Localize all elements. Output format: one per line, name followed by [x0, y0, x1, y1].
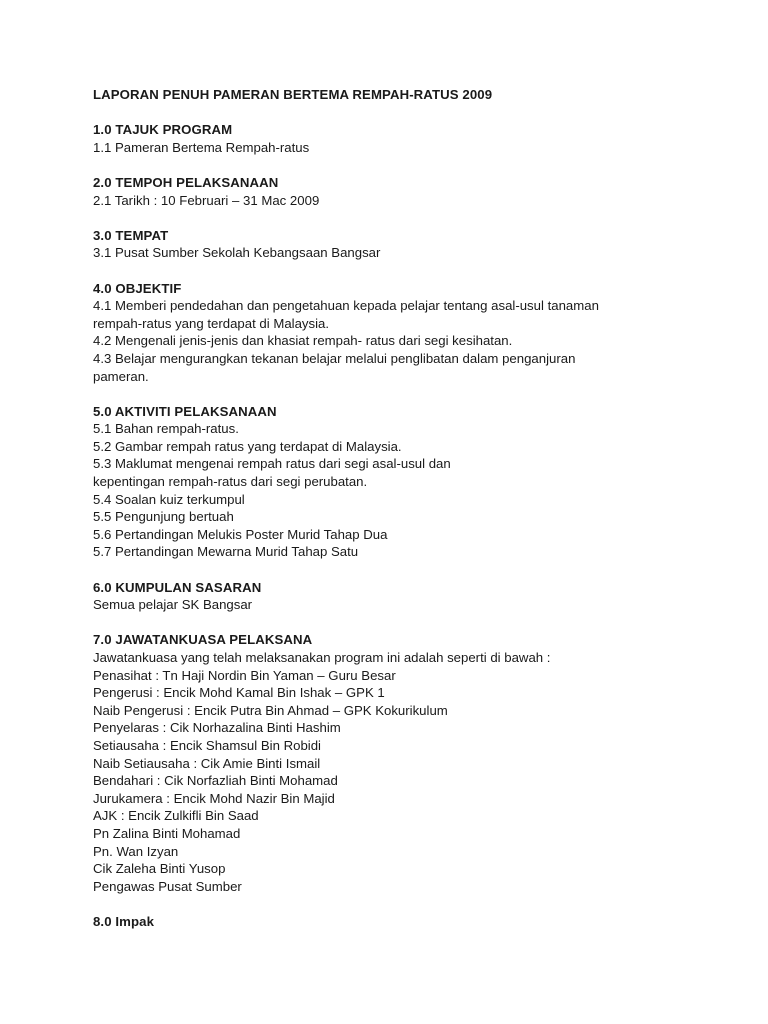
section-line: rempah-ratus yang terdapat di Malaysia.: [93, 315, 330, 331]
section-line: Naib Setiausaha : Cik Amie Binti Ismail: [93, 755, 321, 771]
section: [93, 403, 713, 561]
section-line: 4.3 Belajar mengurangkan tekanan belajar melalui penglibatan dalam penganjuran: [93, 350, 576, 366]
sections-container: [93, 121, 713, 930]
section-line: Jurukamera : Encik Mohd Nazir Bin Majid: [93, 790, 335, 806]
document-title: LAPORAN PENUH PAMERAN BERTEMA REMPAH-RATUS 2009: [93, 87, 493, 102]
section: [93, 913, 713, 931]
section: [93, 579, 713, 614]
section-heading: 2.0 TEMPOH PELAKSANAAN: [93, 174, 279, 190]
section: [93, 280, 713, 386]
section-line: Cik Zaleha Binti Yusop: [93, 861, 226, 877]
section-heading: 3.0 TEMPAT: [93, 227, 169, 243]
section-line: 3.1 Pusat Sumber Sekolah Kebangsaan Bangsar: [93, 245, 381, 261]
section: [93, 227, 713, 262]
section-line: 5.1 Bahan rempah-ratus.: [93, 421, 239, 437]
section-line: Jawatankuasa yang telah melaksanakan program ini adalah seperti di bawah :: [93, 650, 551, 665]
section-line: 5.7 Pertandingan Mewarna Murid Tahap Satu: [93, 544, 359, 560]
section-line: Penasihat : Tn Haji Nordin Bin Yaman – Guru Besar: [93, 667, 396, 683]
section-heading: 5.0 AKTIVITI PELAKSANAAN: [93, 403, 277, 419]
section-line: Pengawas Pusat Sumber: [93, 878, 242, 894]
section-line: 2.1 Tarikh : 10 Februari – 31 Mac 2009: [93, 192, 320, 208]
section-line: 5.3 Maklumat mengenai rempah ratus dari segi asal-usul dan: [93, 456, 451, 472]
section-line: Pengerusi : Encik Mohd Kamal Bin Ishak – GPK 1: [93, 685, 385, 701]
section-line: 1.1 Pameran Bertema Rempah-ratus: [93, 139, 310, 155]
section-line: 4.2 Mengenali jenis-jenis dan khasiat rempah- ratus dari segi kesihatan.: [93, 333, 513, 349]
section-line: kepentingan rempah-ratus dari segi perubatan.: [93, 474, 368, 490]
section-heading: 1.0 TAJUK PROGRAM: [93, 122, 233, 138]
section-heading: 8.0 Impak: [93, 913, 155, 929]
section-line: Bendahari : Cik Norfazliah Binti Mohamad: [93, 773, 338, 789]
document-body: [93, 86, 713, 948]
section-line: Pn. Wan Izyan: [93, 843, 179, 859]
section-heading: 6.0 KUMPULAN SASARAN: [93, 579, 262, 595]
section-line: 5.5 Pengunjung bertuah: [93, 509, 234, 525]
section-line: Pn Zalina Binti Mohamad: [93, 825, 241, 841]
section-line: Semua pelajar SK Bangsar: [93, 597, 253, 613]
section-line: AJK : Encik Zulkifli Bin Saad: [93, 808, 259, 824]
section-heading: 7.0 JAWATANKUASA PELAKSANA: [93, 632, 313, 648]
section-line: 5.6 Pertandingan Melukis Poster Murid Tahap Dua: [93, 526, 388, 542]
section-line: Naib Pengerusi : Encik Putra Bin Ahmad – GPK Kokurikulum: [93, 702, 448, 718]
section-line: pameran.: [93, 368, 149, 384]
section-line: 5.2 Gambar rempah ratus yang terdapat di Malaysia.: [93, 438, 402, 454]
section-heading: 4.0 OBJEKTIF: [93, 280, 182, 296]
section-line: 4.1 Memberi pendedahan dan pengetahuan kepada pelajar tentang asal-usul tanaman: [93, 298, 599, 314]
section-line: 5.4 Soalan kuiz terkumpul: [93, 491, 245, 507]
section-line: Setiausaha : Encik Shamsul Bin Robidi: [93, 737, 321, 753]
section: [93, 174, 713, 209]
section-line: Penyelaras : Cik Norhazalina Binti Hashim: [93, 720, 341, 736]
section: [93, 631, 713, 895]
section: [93, 121, 713, 156]
